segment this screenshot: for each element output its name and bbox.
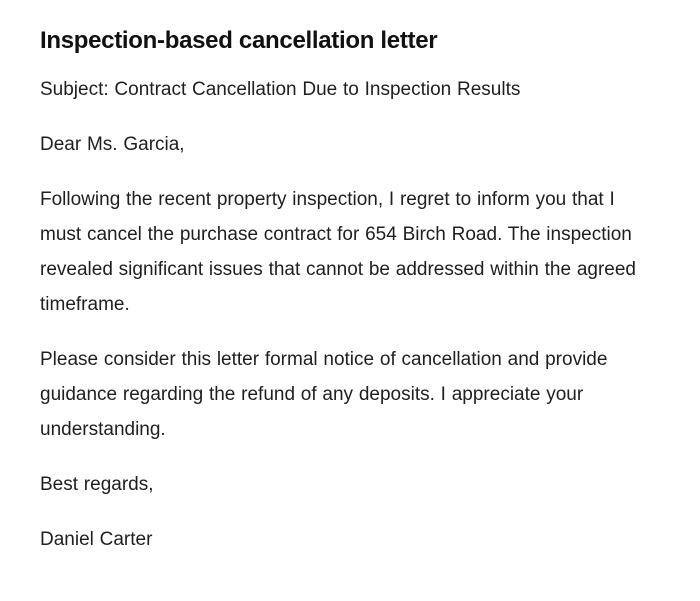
letter-document [40,24,650,557]
letter-greeting: Dear Ms. Garcia, [40,134,185,155]
letter-title: Inspection-based cancellation letter [40,27,438,54]
letter-body-paragraph-1: Following the recent property inspection, I regret to inform you that I must cancel the purchase contract for 654 Birch Road. The inspection revealed significant issues that cannot be addressed within the agreed timeframe. [40,189,636,315]
letter-closing: Best regards, [40,474,154,495]
letter-body-paragraph-2: Please consider this letter formal notice of cancellation and provide guidance regarding the refund of any deposits. I appreciate your understanding. [40,349,608,440]
letter-signature: Daniel Carter [40,529,153,550]
letter-subject: Subject: Contract Cancellation Due to Inspection Results [40,79,521,100]
